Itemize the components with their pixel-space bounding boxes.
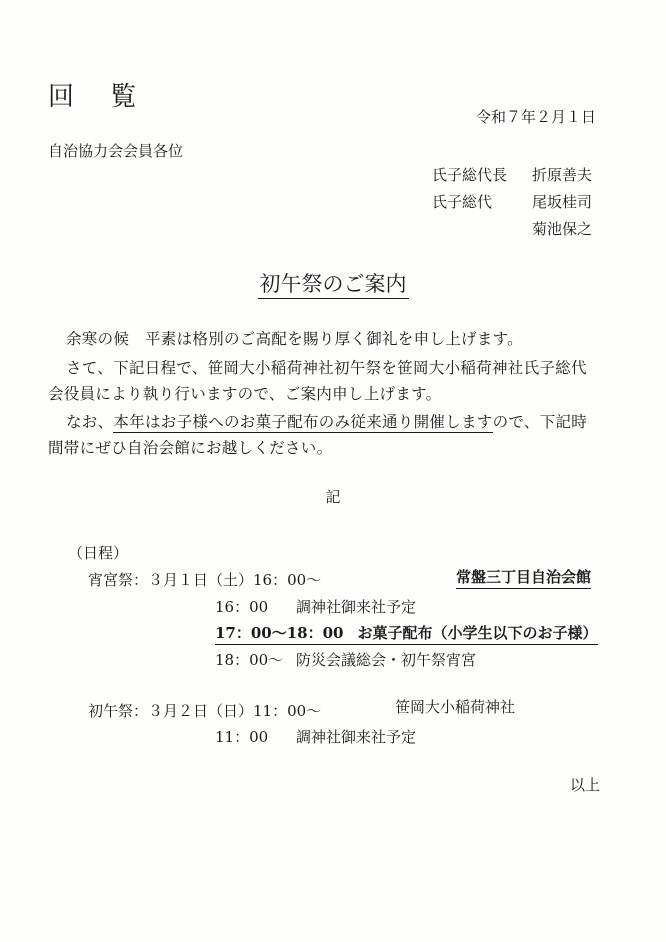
- document-title-text: 初午祭のご案内: [258, 272, 409, 299]
- kairan-heading: 回 覧: [48, 82, 151, 112]
- body-line-4-post: ので、下記時: [492, 413, 588, 431]
- body-line-4-underlined: 本年はお子様へのお菓子配布のみ従来通り開催します: [113, 413, 493, 431]
- issue-date: 令和７年２月１日: [475, 108, 596, 126]
- yoimiya-item-3-time: 18：00～: [215, 651, 284, 669]
- sender-name-1: 折原善夫: [532, 166, 593, 184]
- sender-role-2: 氏子総代: [432, 193, 493, 211]
- hatsuuma-label: 初午祭：３月２日（日）11：00～: [88, 702, 322, 720]
- sender-name-3: 菊池保之: [532, 220, 593, 238]
- yoimiya-item-2-text: お菓子配布（小学生以下のお子様）: [357, 624, 598, 642]
- addressee: 自治協力会会員各位: [48, 142, 184, 160]
- body-line-4: [66, 410, 587, 432]
- yoimiya-item-1-time: 16：00: [215, 598, 269, 616]
- yoimiya-item-3-text: 防災会議総会・初午祭宵宮: [296, 651, 477, 669]
- body-line-2: さて、下記日程で、笹岡大小稲荷神社初午祭を笹岡大小稲荷神社氏子総代: [66, 359, 587, 377]
- schedule-heading: （日程）: [68, 544, 129, 562]
- body-line-3: 会役員により執り行いますので、ご案内申し上げます。: [48, 385, 442, 403]
- yoimiya-item-2: [215, 622, 598, 645]
- body-line-4-pre: なお、: [66, 413, 114, 431]
- yoimiya-item-1-text: 調神社御来社予定: [296, 598, 417, 616]
- sender-role-1: 氏子総代長: [432, 166, 508, 184]
- hatsuuma-venue: 笹岡大小稲荷神社: [395, 698, 516, 716]
- hatsuuma-item-1-text: 調神社御来社予定: [296, 728, 417, 746]
- yoimiya-item-2-time: 17：00～18：00: [215, 624, 344, 642]
- ki-heading: 記: [325, 488, 341, 506]
- hatsuuma-item-1-time: 11：00: [215, 728, 269, 746]
- yoimiya-label: 宵宮祭：３月１日（土）16：00～: [88, 571, 322, 589]
- closing-ijo: 以上: [569, 776, 600, 794]
- yoimiya-venue: 常盤三丁目自治会館: [456, 566, 591, 589]
- sender-name-2: 尾坂桂司: [532, 193, 593, 211]
- document-title: [0, 268, 666, 298]
- body-line-5: 間帯にぜひ自治会館にお越しください。: [48, 439, 333, 457]
- body-line-1: 余寒の候 平素は格別のご高配を賜り厚く御礼を申し上げます。: [66, 330, 523, 348]
